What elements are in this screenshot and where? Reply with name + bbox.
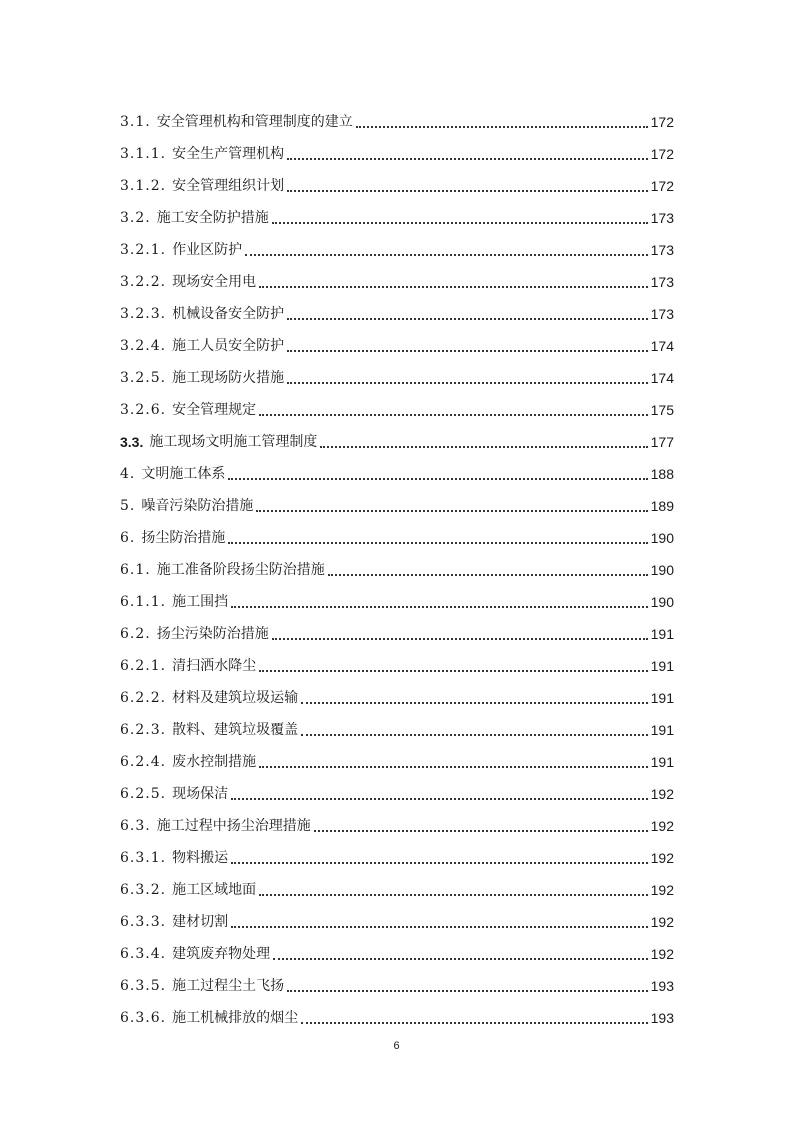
page-number: 6 (393, 1040, 400, 1052)
toc-entry-page: 173 (650, 242, 674, 258)
dot-leader (231, 926, 648, 928)
dot-leader (273, 958, 648, 960)
toc-entry-title: 清扫洒水降尘 (172, 658, 257, 674)
toc-entry-number: 3.1. (120, 114, 151, 130)
toc-entry-page: 192 (650, 946, 674, 962)
toc-entry-6-2-1[interactable] (120, 644, 674, 676)
table-of-contents (120, 100, 674, 1028)
toc-entry-title: 废水控制措施 (172, 754, 257, 770)
toc-entry-title: 安全管理组织计划 (172, 178, 285, 194)
dot-leader (256, 510, 647, 512)
toc-entry-page: 192 (650, 786, 674, 802)
dot-leader (259, 286, 648, 288)
dot-leader (287, 190, 648, 192)
toc-entry-title: 施工围挡 (172, 594, 229, 610)
toc-entry-page: 191 (650, 658, 674, 674)
dot-leader (228, 542, 647, 544)
dot-leader (231, 606, 648, 608)
toc-entry-number: 6.2.4. (120, 754, 167, 770)
toc-entry-6-2-5[interactable] (120, 772, 674, 804)
toc-entry-page: 174 (650, 370, 674, 386)
toc-entry-title: 施工过程中扬尘治理措施 (156, 818, 311, 834)
toc-entry-number: 6.3.3. (120, 914, 167, 930)
toc-entry-number: 3.2.4. (120, 338, 167, 354)
toc-entry-6-1-1[interactable] (120, 580, 674, 612)
toc-entry-title: 施工准备阶段扬尘防治措施 (156, 562, 325, 578)
toc-entry-page: 191 (650, 754, 674, 770)
toc-entry-number: 3.2.3. (120, 306, 167, 322)
toc-entry-6-3-6[interactable] (120, 996, 674, 1028)
dot-leader (245, 254, 648, 256)
dot-leader (272, 638, 648, 640)
toc-entry-page: 172 (650, 178, 674, 194)
dot-leader (272, 222, 648, 224)
toc-entry-6-3-2[interactable] (120, 868, 674, 900)
toc-entry-number: 6.2.1. (120, 658, 167, 674)
toc-entry-title: 施工区域地面 (172, 882, 257, 898)
toc-entry-6-3-4[interactable] (120, 932, 674, 964)
toc-entry-title: 安全管理机构和管理制度的建立 (156, 114, 353, 130)
toc-entry-number: 3.2.2. (120, 274, 167, 290)
toc-entry-number: 6.2.3. (120, 722, 167, 738)
dot-leader (301, 702, 648, 704)
toc-entry-number: 5. (120, 498, 136, 514)
toc-entry-page: 172 (650, 146, 674, 162)
toc-entry-title: 作业区防护 (172, 242, 243, 258)
dot-leader (314, 830, 648, 832)
toc-entry-3-2-1[interactable] (120, 228, 674, 260)
toc-entry-5[interactable] (120, 484, 674, 516)
toc-entry-6-3-5[interactable] (120, 964, 674, 996)
toc-entry-title: 材料及建筑垃圾运输 (172, 690, 299, 706)
toc-entry-number: 3.2.6. (120, 402, 167, 418)
toc-entry-6-3-1[interactable] (120, 836, 674, 868)
toc-entry-3-1-1[interactable] (120, 132, 674, 164)
toc-entry-3-2-4[interactable] (120, 324, 674, 356)
toc-entry-title: 建筑废弃物处理 (172, 946, 271, 962)
toc-entry-number: 6.3.2. (120, 882, 167, 898)
toc-entry-page: 191 (650, 690, 674, 706)
toc-entry-title: 现场保洁 (172, 786, 229, 802)
toc-entry-number: 6.3.1. (120, 850, 167, 866)
toc-entry-number: 6.1. (120, 562, 151, 578)
toc-entry-page: 192 (650, 818, 674, 834)
toc-entry-title: 扬尘防治措施 (141, 530, 226, 546)
toc-entry-title: 物料搬运 (172, 850, 229, 866)
toc-entry-number: 6. (120, 530, 136, 546)
toc-entry-title: 文明施工体系 (141, 466, 226, 482)
toc-entry-number: 6.3.5. (120, 978, 167, 994)
toc-entry-title: 施工现场防火措施 (172, 370, 285, 386)
toc-entry-3-2-2[interactable] (120, 260, 674, 292)
dot-leader (259, 414, 648, 416)
toc-entry-title: 散料、建筑垃圾覆盖 (172, 722, 299, 738)
toc-entry-title: 现场安全用电 (172, 274, 257, 290)
toc-entry-page: 193 (650, 1010, 674, 1026)
toc-entry-page: 192 (650, 850, 674, 866)
toc-entry-6-2-3[interactable] (120, 708, 674, 740)
dot-leader (287, 158, 648, 160)
toc-entry-number: 6.1.1. (120, 594, 167, 610)
toc-entry-6-2-4[interactable] (120, 740, 674, 772)
toc-entry-page: 190 (650, 530, 674, 546)
toc-entry-title: 施工机械排放的烟尘 (172, 1010, 299, 1026)
toc-entry-number: 3.2.5. (120, 370, 167, 386)
toc-entry-4[interactable] (120, 452, 674, 484)
toc-entry-page: 189 (650, 498, 674, 514)
toc-entry-3-1[interactable] (120, 100, 674, 132)
toc-entry-page: 192 (650, 882, 674, 898)
toc-entry-6-1[interactable] (120, 548, 674, 580)
toc-entry-title: 施工安全防护措施 (156, 210, 269, 226)
toc-entry-title: 施工人员安全防护 (172, 338, 285, 354)
dot-leader (287, 382, 648, 384)
toc-entry-6[interactable] (120, 516, 674, 548)
toc-entry-6-2[interactable] (120, 612, 674, 644)
dot-leader (259, 670, 648, 672)
dot-leader (231, 862, 648, 864)
dot-leader (301, 1022, 648, 1024)
toc-entry-number: 3.1.2. (120, 178, 167, 194)
toc-entry-number: 6.3. (120, 818, 151, 834)
toc-entry-number: 4. (120, 466, 136, 482)
toc-entry-3-1-2[interactable] (120, 164, 674, 196)
toc-entry-page: 173 (650, 274, 674, 290)
toc-entry-page: 174 (650, 338, 674, 354)
toc-entry-3-2-3[interactable] (120, 292, 674, 324)
dot-leader (287, 990, 648, 992)
toc-entry-6-3-3[interactable] (120, 900, 674, 932)
toc-entry-title: 扬尘污染防治措施 (156, 626, 269, 642)
toc-entry-number: 6.2.5. (120, 786, 167, 802)
toc-entry-6-2-2[interactable] (120, 676, 674, 708)
toc-entry-title: 施工过程尘土飞扬 (172, 978, 285, 994)
dot-leader (259, 766, 648, 768)
toc-entry-page: 191 (650, 722, 674, 738)
toc-entry-page: 173 (650, 306, 674, 322)
toc-entry-number: 6.2.2. (120, 690, 167, 706)
dot-leader (228, 478, 647, 480)
toc-entry-3-2-5[interactable] (120, 356, 674, 388)
toc-entry-page: 173 (650, 210, 674, 226)
toc-entry-page: 190 (650, 562, 674, 578)
toc-entry-title: 安全生产管理机构 (172, 146, 285, 162)
toc-entry-page: 193 (650, 978, 674, 994)
toc-entry-page: 172 (650, 114, 674, 130)
toc-entry-3-2[interactable] (120, 196, 674, 228)
toc-entry-page: 192 (650, 914, 674, 930)
toc-entry-number: 3.2.1. (120, 242, 167, 258)
dot-leader (320, 446, 647, 448)
toc-entry-3-3[interactable] (120, 420, 674, 452)
toc-entry-title: 噪音污染防治措施 (141, 498, 254, 514)
toc-entry-page: 191 (650, 626, 674, 642)
toc-entry-number: 3.1.1. (120, 146, 167, 162)
dot-leader (301, 734, 648, 736)
toc-entry-number: 6.2. (120, 626, 151, 642)
toc-entry-6-3[interactable] (120, 804, 674, 836)
dot-leader (287, 350, 648, 352)
toc-entry-number: 6.3.4. (120, 946, 167, 962)
toc-entry-number: 3.2. (120, 210, 151, 226)
toc-entry-page: 177 (650, 434, 674, 450)
dot-leader (328, 574, 648, 576)
toc-entry-title: 机械设备安全防护 (172, 306, 285, 322)
toc-entry-page: 175 (650, 402, 674, 418)
toc-entry-title: 施工现场文明施工管理制度 (149, 434, 318, 450)
toc-entry-number: 3.3. (120, 434, 144, 450)
dot-leader (231, 798, 648, 800)
dot-leader (259, 894, 648, 896)
toc-entry-3-2-6[interactable] (120, 388, 674, 420)
toc-entry-page: 188 (650, 466, 674, 482)
dot-leader (287, 318, 648, 320)
toc-entry-page: 190 (650, 594, 674, 610)
toc-entry-title: 安全管理规定 (172, 402, 257, 418)
toc-entry-title: 建材切割 (172, 914, 229, 930)
toc-entry-number: 6.3.6. (120, 1010, 167, 1026)
dot-leader (356, 126, 648, 128)
